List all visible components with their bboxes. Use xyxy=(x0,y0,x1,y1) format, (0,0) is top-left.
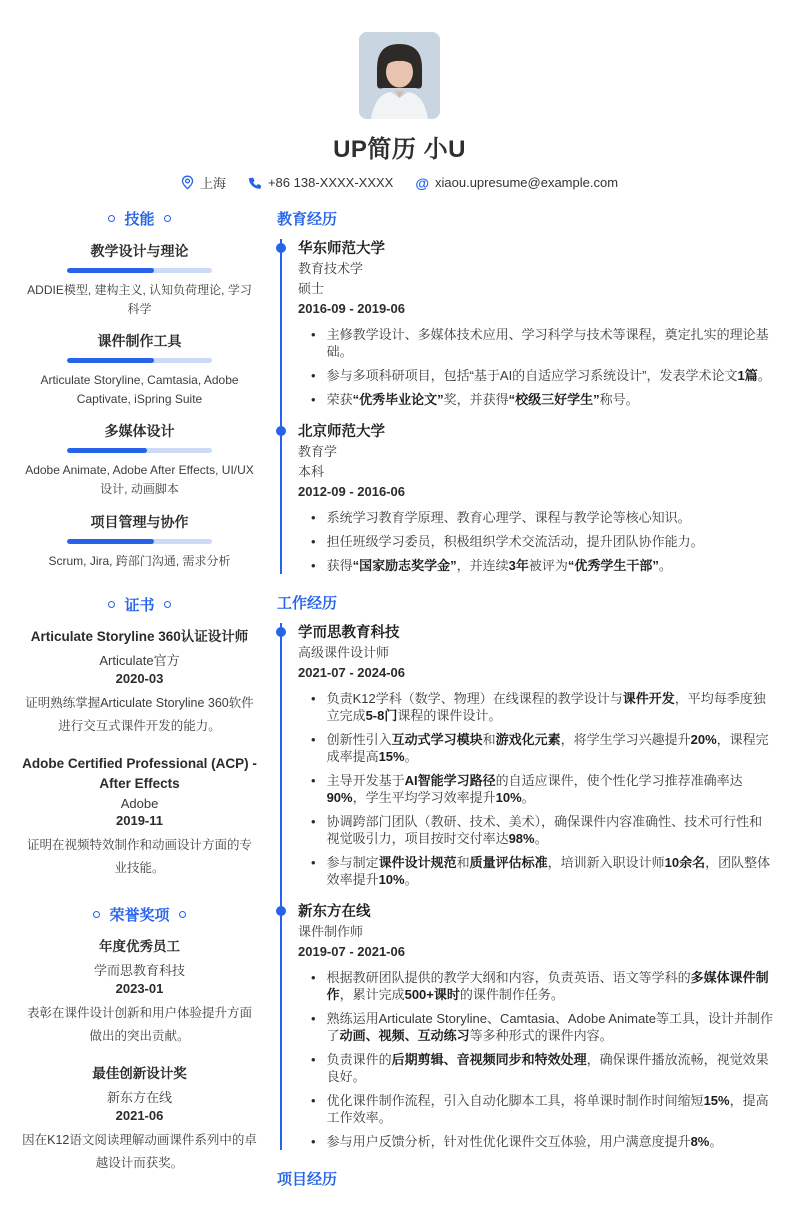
projects-section-title: 项目经历 xyxy=(277,1171,338,1188)
contact-email-text: xiaou.upresume@example.com xyxy=(435,175,619,190)
decor-circle-icon xyxy=(108,601,115,608)
bullet-text: 熟练运用Articulate Storyline、Camtasia、Adobe Animate等工具，设计并制作了动画、视频、互动练习等多种形式的课件内容。 xyxy=(326,1011,774,1043)
contact-row xyxy=(0,173,799,192)
bullet-text: 荣获“优秀毕业论文”奖，并获得“校级三好学生”称号。 xyxy=(326,392,639,407)
bullet-icon: • xyxy=(311,1011,316,1026)
decor-circle-icon xyxy=(108,215,115,222)
bullet-icon: • xyxy=(311,855,316,870)
entry-subline: 教育学 xyxy=(298,444,338,459)
certificate-date: 2019-11 xyxy=(116,813,163,829)
awards-title-text: 荣誉奖项 xyxy=(109,907,170,925)
certificates-title-text: 证书 xyxy=(124,597,155,615)
award-item xyxy=(22,1064,257,1175)
highlight-text: 10% xyxy=(495,790,522,805)
contact-email xyxy=(415,175,618,190)
award-issuer: 学而思教育科技 xyxy=(93,962,185,978)
highlight-text: “优秀学生干部” xyxy=(567,558,659,573)
certificate-date: 2020-03 xyxy=(115,670,164,686)
bullet-text: 获得“国家励志奖学金”，并连续3年被评为“优秀学生干部”。 xyxy=(326,558,672,573)
highlight-text: 动画、视频、互动练习 xyxy=(339,1028,470,1043)
award-description: 表彰在课件设计创新和用户体验提升方面做出的突出贡献。 xyxy=(26,1005,252,1044)
bullet-text: 创新性引入互动式学习模块和游戏化元素，将学生学习兴趣提升20%，课程完成率提高15%。 xyxy=(326,732,769,764)
education-entries xyxy=(280,239,775,574)
skill-keywords: Adobe Animate, Adobe After Effects, UI/UX设计, 动画脚本 xyxy=(25,463,254,496)
work-section xyxy=(277,592,775,1150)
highlight-text: 多媒体课件制作 xyxy=(326,970,769,1002)
skill-group xyxy=(22,241,257,318)
highlight-text: 1篇 xyxy=(737,368,758,383)
highlight-text: 15% xyxy=(703,1093,730,1108)
bullet-icon: • xyxy=(311,970,316,985)
timeline-dot-icon xyxy=(276,627,286,637)
entry-subline: 本科 xyxy=(298,464,325,479)
bullet-text: 优化课件制作流程，引入自动化脚本工具，将单课时制作时间缩短15%，提高工作效率。 xyxy=(326,1093,769,1125)
education-section-title: 教育经历 xyxy=(277,211,338,228)
resume-header xyxy=(0,0,799,192)
timeline-entry xyxy=(282,623,775,888)
bullet-icon: • xyxy=(311,368,316,383)
highlight-text: 15% xyxy=(378,749,405,764)
bullet-item xyxy=(298,690,775,724)
bullet-item xyxy=(298,509,775,526)
skill-name: 教学设计与理论 xyxy=(90,243,189,259)
skills-section-title xyxy=(22,208,257,229)
bullet-text: 参与多项科研项目，包括“基于AI的自适应学习系统设计”，发表学术论文1篇。 xyxy=(326,368,771,383)
phone-icon xyxy=(248,176,262,190)
entry-organization: 学而思教育科技 xyxy=(298,625,400,641)
certificate-name: Articulate Storyline 360认证设计师 xyxy=(30,629,249,645)
highlight-text: 10余名 xyxy=(664,855,706,870)
bullet-text: 负责课件的后期剪辑、音视频同步和特效处理，确保课件播放流畅，视觉效果良好。 xyxy=(326,1052,769,1084)
certificate-issuer: Articulate官方 xyxy=(99,652,180,668)
highlight-text: “优秀毕业论文” xyxy=(352,392,444,407)
skill-keywords: Scrum, Jira, 跨部门沟通, 需求分析 xyxy=(48,553,231,568)
bullet-item xyxy=(298,533,775,550)
bullet-text: 主导开发基于AI智能学习路径的自适应课件，使个性化学习推荐准确率达90%，学生平均学习效率提升10%。 xyxy=(326,773,743,805)
highlight-text: 20% xyxy=(690,732,717,747)
award-item xyxy=(22,937,257,1048)
certificate-name: Adobe Certified Professional (ACP) - After Effects xyxy=(22,755,257,791)
certificate-item xyxy=(22,754,257,880)
bullet-text: 主修教学设计、多媒体技术应用、学习科学与技术等课程，奠定扎实的理论基础。 xyxy=(326,327,769,359)
skill-name: 多媒体设计 xyxy=(104,423,175,440)
skills-section xyxy=(22,208,257,570)
skill-group xyxy=(22,512,257,571)
entry-subline: 高级课件设计师 xyxy=(298,645,390,660)
entry-date: 2019-07 - 2021-06 xyxy=(298,944,405,959)
at-icon: @ xyxy=(415,174,430,191)
entry-bullets xyxy=(298,326,775,408)
bullet-item xyxy=(298,1092,775,1126)
bullet-text: 参与用户反馈分析，针对性优化课件交互体验，用户满意度提升8%。 xyxy=(326,1134,723,1149)
bullet-icon: • xyxy=(311,814,316,829)
contact-phone-text: +86 138-XXXX-XXXX xyxy=(267,175,394,190)
skill-group xyxy=(22,421,257,498)
bullet-item xyxy=(298,1051,775,1085)
bullet-item xyxy=(298,772,775,806)
highlight-text: 90% xyxy=(326,790,353,805)
left-column xyxy=(22,208,257,1207)
bullet-item xyxy=(298,391,775,408)
candidate-name: UP简历 小U xyxy=(333,136,466,163)
entry-bullets xyxy=(298,509,775,574)
highlight-text: AI智能学习路径 xyxy=(404,773,496,788)
bullet-text: 负责K12学科（数学、物理）在线课程的教学设计与课件开发，平均每季度独立完成5-8门课程的课件设计。 xyxy=(326,691,766,723)
entry-subline: 教育技术学 xyxy=(298,261,364,276)
certificates-section-title xyxy=(22,594,257,615)
skill-level-bar xyxy=(67,539,212,544)
highlight-text: 课件设计规范 xyxy=(378,855,457,870)
skills-title-text: 技能 xyxy=(124,211,155,228)
bullet-icon: • xyxy=(311,558,316,573)
certificates-section xyxy=(22,594,257,880)
timeline-entry xyxy=(282,422,775,574)
highlight-text: 8% xyxy=(690,1134,710,1149)
certificate-description: 证明熟练掌握Articulate Storyline 360软件进行交互式课件开发的能力。 xyxy=(25,695,254,733)
highlight-text: “国家励志奖学金” xyxy=(352,558,457,573)
highlight-text: 质量评估标准 xyxy=(469,855,548,870)
bullet-item xyxy=(298,1010,775,1044)
bullet-item xyxy=(298,731,775,765)
entry-date: 2016-09 - 2019-06 xyxy=(298,301,405,316)
entry-bullets xyxy=(298,969,775,1150)
timeline-dot-icon xyxy=(276,243,286,253)
decor-circle-icon xyxy=(179,911,186,918)
bullet-icon: • xyxy=(311,1134,316,1149)
skill-name: 课件制作工具 xyxy=(97,333,182,350)
bullet-icon: • xyxy=(311,1093,316,1108)
entry-bullets xyxy=(298,690,775,888)
entry-organization: 华东师范大学 xyxy=(298,241,385,257)
timeline-entry xyxy=(282,902,775,1150)
certificate-item xyxy=(22,627,257,738)
highlight-text: 后期剪辑、音视频同步和特效处理 xyxy=(391,1052,587,1067)
bullet-text: 参与制定课件设计规范和质量评估标准，培训新入职设计师10余名，团队整体效率提升10%。 xyxy=(326,855,771,887)
bullet-icon: • xyxy=(311,327,316,342)
highlight-text: 10% xyxy=(378,872,405,887)
highlight-text: “校级三好学生” xyxy=(508,392,600,407)
decor-circle-icon xyxy=(164,215,171,222)
skill-group xyxy=(22,331,257,408)
highlight-text: 3年 xyxy=(508,558,529,573)
awards-section xyxy=(22,904,257,1175)
award-issuer: 新东方在线 xyxy=(106,1089,172,1105)
highlight-text: 课件开发 xyxy=(622,691,675,706)
bullet-item xyxy=(298,1133,775,1150)
awards-section-title xyxy=(22,904,257,925)
bullet-text: 系统学习教育学原理、教育心理学、课程与教学论等核心知识。 xyxy=(326,510,691,525)
bullet-item xyxy=(298,854,775,888)
projects-section xyxy=(277,1168,775,1189)
bullet-item xyxy=(298,557,775,574)
award-date: 2023-01 xyxy=(115,980,164,996)
skill-level-fill xyxy=(67,358,154,363)
award-description: 因在K12语文阅读理解动画课件系列中的卓越设计而获奖。 xyxy=(22,1132,257,1170)
portrait-illustration xyxy=(359,32,440,119)
certificate-issuer: Adobe xyxy=(120,796,159,812)
skill-level-fill xyxy=(67,539,154,544)
skill-level-bar xyxy=(67,448,212,453)
content-columns xyxy=(0,208,799,1207)
contact-location-text: 上海 xyxy=(199,176,226,191)
bullet-item xyxy=(298,969,775,1003)
education-section xyxy=(277,208,775,574)
skill-level-bar xyxy=(67,268,212,273)
entry-date: 2021-07 - 2024-06 xyxy=(298,665,405,680)
work-entries xyxy=(280,623,775,1150)
bullet-item xyxy=(298,326,775,360)
bullet-item xyxy=(298,367,775,384)
contact-location xyxy=(181,173,226,192)
entry-organization: 新东方在线 xyxy=(298,904,371,920)
entry-organization: 北京师范大学 xyxy=(298,424,385,440)
work-section-title: 工作经历 xyxy=(277,595,338,612)
entry-subline: 硕士 xyxy=(298,281,325,296)
highlight-text: 游戏化元素 xyxy=(495,732,561,747)
skill-level-bar xyxy=(67,358,212,363)
entry-subline: 课件制作师 xyxy=(298,924,364,939)
highlight-text: 98% xyxy=(508,831,535,846)
decor-circle-icon xyxy=(93,911,100,918)
location-pin-icon xyxy=(181,175,194,190)
certificate-items xyxy=(22,627,257,880)
timeline-entry xyxy=(282,239,775,408)
certificate-description: 证明在视频特效制作和动画设计方面的专业技能。 xyxy=(26,838,252,876)
bullet-item xyxy=(298,813,775,847)
bullet-text: 根据教研团队提供的教学大纲和内容，负责英语、语文等学科的多媒体课件制作，累计完成500+课时的课件制作任务。 xyxy=(326,970,769,1002)
right-column xyxy=(277,208,775,1207)
skill-keywords: ADDIE模型, 建构主义, 认知负荷理论, 学习科学 xyxy=(27,283,252,316)
bullet-icon: • xyxy=(311,392,316,407)
award-name: 年度优秀员工 xyxy=(99,939,180,955)
bullet-icon: • xyxy=(311,534,316,549)
bullet-text: 担任班级学习委员，积极组织学术交流活动，提升团队协作能力。 xyxy=(326,534,704,549)
timeline-dot-icon xyxy=(276,906,286,916)
timeline-dot-icon xyxy=(276,426,286,436)
entry-date: 2012-09 - 2016-06 xyxy=(298,484,405,499)
contact-phone xyxy=(248,175,393,190)
bullet-text: 协调跨部门团队（教研、技术、美术），确保课件内容准确性、技术可行性和视觉吸引力，项目按时交付率达98%。 xyxy=(326,814,763,846)
award-items xyxy=(22,937,257,1175)
skill-name: 项目管理与协作 xyxy=(90,513,189,530)
bullet-icon: • xyxy=(311,732,316,747)
highlight-text: 500+课时 xyxy=(404,987,460,1002)
skill-level-fill xyxy=(67,448,147,453)
highlight-text: 互动式学习模块 xyxy=(391,732,483,747)
bullet-icon: • xyxy=(311,773,316,788)
bullet-icon: • xyxy=(311,1052,316,1067)
skill-groups xyxy=(22,241,257,570)
bullet-icon: • xyxy=(311,691,316,706)
award-name: 最佳创新设计奖 xyxy=(92,1066,187,1082)
skill-level-fill xyxy=(67,268,154,273)
highlight-text: 5-8门 xyxy=(365,708,398,723)
profile-photo xyxy=(359,32,440,119)
award-date: 2021-06 xyxy=(115,1107,164,1123)
decor-circle-icon xyxy=(164,601,171,608)
skill-keywords: Articulate Storyline, Camtasia, Adobe Captivate, iSpring Suite xyxy=(40,373,239,406)
bullet-icon: • xyxy=(311,510,316,525)
